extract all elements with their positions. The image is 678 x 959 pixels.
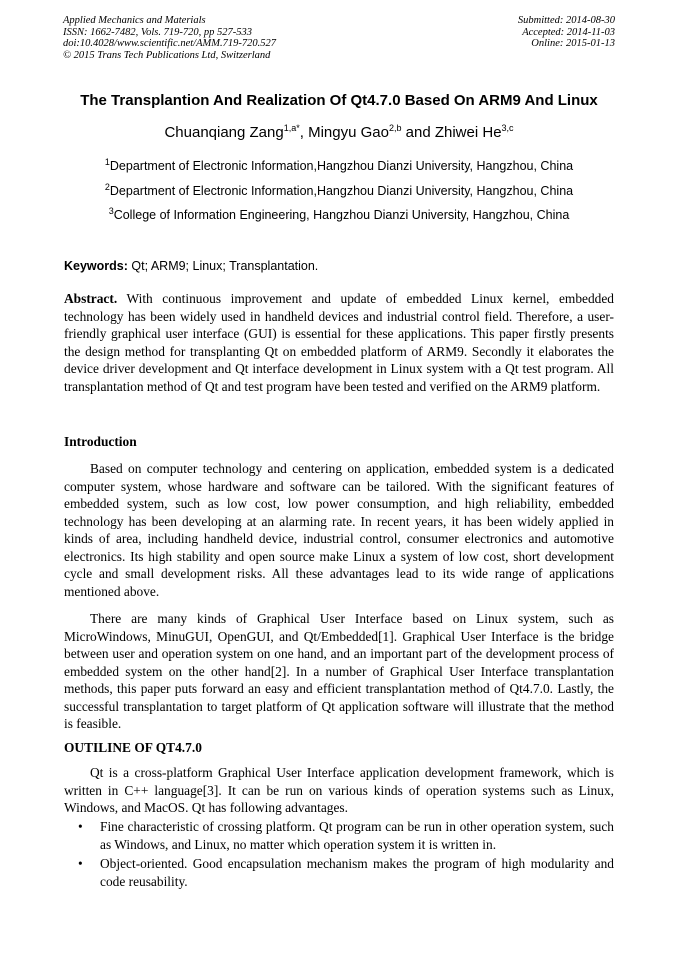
author-list — [0, 124, 678, 141]
submitted-date: Submitted: 2014-08-30 — [517, 15, 615, 26]
bullet-icon: • — [78, 856, 83, 871]
online-date: Online: 2015-01-13 — [531, 38, 615, 49]
list-item-text: Object-oriented. Good encapsulation mechanism makes the program of high modularity and code reusability. — [100, 856, 614, 889]
author-separator: and — [401, 124, 435, 141]
journal-info — [63, 15, 276, 61]
author-superscript: 1,a* — [283, 123, 300, 133]
keywords — [64, 259, 318, 273]
author-name: Zhiwei He — [434, 124, 502, 141]
copyright-line: © 2015 Trans Tech Publications Ltd, Switzerland — [63, 49, 271, 61]
bullet-icon: • — [78, 819, 83, 834]
author-superscript: 2,b — [388, 123, 402, 133]
keywords-text: Qt; ARM9; Linux; Transplantation. — [127, 259, 319, 273]
affiliation-superscript: 3 — [108, 205, 114, 216]
keywords-label: Keywords: — [64, 259, 128, 273]
accepted-date: Accepted: 2014-11-03 — [522, 26, 615, 38]
affiliation-text: Department of Electronic Information,Hangzhou Dianzi University, Hangzhou, China — [109, 159, 574, 173]
abstract — [64, 290, 614, 395]
introduction-paragraph-1 — [64, 460, 614, 600]
affiliation-superscript: 1 — [104, 156, 110, 167]
abstract-text: With continuous improvement and update of embedded Linux kernel, embedded technology has been widely used in handheld devices and industrial control field. Therefore, a user-friendly graphical user interface (GUI) is essential for these applications. This paper firstly presents the design method for transplanting Qt on embedded platform of ARM9. Secondly it elaborates the device driver development and Qt interface development in Linux system with a Qt test program. All transplantation method of Qt and test program have been tested and verified on the ARM9 platform. — [64, 291, 614, 394]
section-heading-introduction: Introduction — [64, 434, 137, 449]
affiliation-text: Department of Electronic Information,Hangzhou Dianzi University, Hangzhou, China — [109, 184, 574, 198]
paragraph-text: Based on computer technology and centering on application, embedded system is a dedicated computer system, whose hardware and software can be tailored. With the significant features of embedded system, such as low cost, low power consumption, and high reliability, embedded technology has been developing at an alarming rate. In recent years, it has been widely applied in kinds of area, including handheld device, industrial control, consumer electronics and automotive electronics. Its high stability and open source make Linux a system of low cost, short development cycle and small development risks. All these advantages lead to its wide range of applications mentioned above. — [64, 461, 614, 599]
introduction-paragraph-2 — [64, 610, 614, 733]
affiliation-text: College of Information Engineering, Hangzhou Dianzi University, Hangzhou, China — [113, 208, 570, 222]
affiliation-superscript: 2 — [104, 181, 110, 192]
author-name: Chuanqiang Zang — [164, 124, 284, 141]
journal-name: Applied Mechanics and Materials — [63, 15, 206, 26]
paragraph-text: There are many kinds of Graphical User Interface based on Linux system, such as MicroWindows, MinuGUI, OpenGUI, and Qt/Embedded[1]. Graphical User Interface is the bridge between user and operation system on one hand, and an important part of the development process of embedded system on the other hand[2]. In a number of Graphical User Interface transplantation methods, this paper puts forward an easy and efficient transplantation method of Qt4.7.0. Lastly, the successful transplantation to target platform of Qt application software will illustrate that the method is feasible. — [64, 611, 614, 731]
list-item — [64, 818, 614, 853]
author-superscript: 3,c — [501, 123, 514, 133]
submission-dates — [518, 15, 615, 50]
issn-line: ISSN: 1662-7482, Vols. 719-720, pp 527-533 — [63, 26, 252, 38]
section-heading-outline: OUTILINE OF QT4.7.0 — [64, 740, 202, 755]
paragraph-text: Qt is a cross-platform Graphical User Interface application development framework, which is written in C++ language[3]. It can be run on various kinds of operation systems such as Linux, Windows, and MacOS. Qt has following advantages. — [64, 765, 614, 815]
affiliation — [0, 156, 678, 173]
paper-title: The Transplantion And Realization Of Qt4.7.0 Based On ARM9 And Linux — [80, 92, 598, 109]
doi-line: doi:10.4028/www.scientific.net/AMM.719-720.527 — [63, 38, 276, 49]
author-separator: , — [299, 124, 309, 141]
abstract-label: Abstract. — [64, 291, 118, 306]
author-name: Mingyu Gao — [308, 124, 389, 141]
list-item-text: Fine characteristic of crossing platform. Qt program can be run in other operation system, such as Windows, and Linux, no matter which operation system it is written in. — [100, 819, 614, 852]
advantages-list — [64, 818, 614, 892]
affiliation — [0, 181, 678, 198]
list-item — [64, 855, 614, 890]
outline-paragraph — [64, 764, 614, 817]
affiliation — [0, 205, 678, 222]
